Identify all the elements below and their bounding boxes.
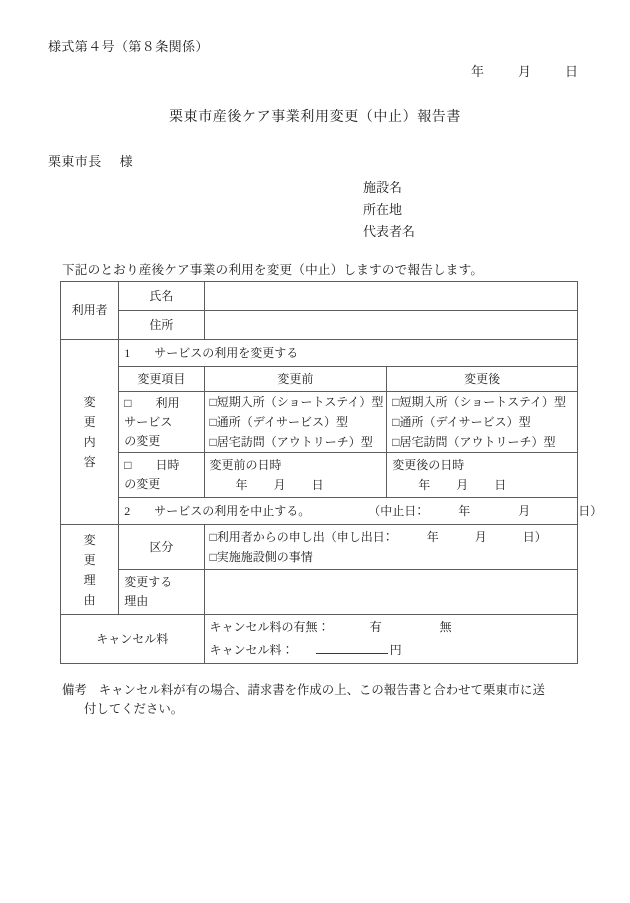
row-label-change-reason-text: 変 更 理 由: [83, 532, 96, 607]
header-date-day: 日: [564, 64, 578, 79]
input-user-address[interactable]: [204, 311, 577, 340]
facility-address-label: 所在地: [363, 202, 403, 217]
sub-label-user-name: 氏名: [119, 282, 204, 311]
footer-note-head: 備考: [62, 683, 87, 697]
addressee: [48, 151, 133, 170]
addressee-honorific: 様: [119, 154, 134, 169]
form-number: 様式第４号（第８条関係）: [48, 39, 209, 54]
input-fee-amount[interactable]: [316, 638, 388, 654]
sub-label-service-change: [119, 392, 204, 453]
row-label-change-reason: [61, 525, 119, 615]
label-after-month: 月: [456, 478, 469, 492]
table-row: [61, 570, 578, 615]
footer-note-line1: キャンセル料が有の場合、請求書を作成の上、この報告書と合わせて栗東市に送: [98, 683, 545, 697]
column-header-item: 変更項目: [119, 367, 204, 392]
checkbox-before-short-stay[interactable]: □短期入所（ショートステイ）型: [209, 395, 384, 409]
sub-label-reason-detail: [119, 570, 204, 615]
option-stop-service[interactable]: [119, 498, 603, 525]
checkbox-after-day-service[interactable]: □通所（デイサービス）型: [392, 415, 531, 429]
table-row: [61, 615, 578, 664]
sub-label-service-change-line1: □ 利用: [124, 395, 180, 410]
sub-label-reason-detail-line2: 理由: [124, 594, 149, 608]
row-label-change-content-text: 変 更 内 容: [83, 395, 96, 469]
input-datetime-after[interactable]: [392, 475, 572, 495]
lead-sentence: 下記のとおり産後ケア事業の利用を変更（中止）しますので報告します。: [62, 263, 484, 277]
label-before-day: 日: [311, 478, 324, 492]
column-header-before: 変更前: [204, 367, 387, 392]
label-datetime-before-title: 変更前の日時: [209, 458, 282, 472]
facility-representative-label: 代表者名: [363, 224, 416, 239]
header-date-line: [471, 61, 578, 80]
header-date-month: 月: [517, 64, 531, 79]
table-row: [61, 311, 578, 340]
label-before-year: 年: [235, 478, 248, 492]
checkbox-before-outreach[interactable]: □居宅訪問（アウトリーチ）型: [209, 435, 373, 449]
option-stop-service-title: 2 サービスの利用を中止する。: [124, 503, 311, 518]
label-before-month: 月: [273, 478, 286, 492]
label-fee-amount: キャンセル料：: [209, 643, 294, 657]
input-datetime-before[interactable]: [210, 475, 382, 495]
field-fee-amount[interactable]: [210, 638, 572, 661]
option-change-service-title[interactable]: 1 サービスの利用を変更する: [119, 340, 578, 367]
row-label-user: 利用者: [61, 282, 119, 340]
addressee-name: 栗東市長: [48, 154, 102, 169]
label-fee-existence: キャンセル料の有無：: [209, 620, 330, 634]
row-label-change-content: [61, 340, 119, 525]
sub-label-service-change-line2: サービス: [124, 414, 173, 429]
label-datetime-after-title: 変更後の日時: [392, 458, 465, 472]
field-cancellation-fee: [204, 615, 577, 664]
input-reason-detail[interactable]: [204, 570, 577, 615]
page-title: 栗東市産後ケア事業利用変更（中止）報告書: [169, 110, 461, 125]
sub-label-user-address: 住所: [119, 311, 204, 340]
checkbox-reason-user-request[interactable]: □利用者からの申し出（申し出日： 年 月 日）: [209, 530, 547, 544]
sub-label-datetime-change-line2: の変更: [124, 477, 161, 491]
table-row: [61, 340, 578, 367]
checkbox-group-service-before: [204, 392, 387, 453]
checkbox-group-reason-category: [204, 525, 577, 570]
column-header-after: 変更後: [387, 367, 578, 392]
checkbox-group-service-after: [387, 392, 578, 453]
input-stop-service-date[interactable]: （中止日： 年 月 日）: [374, 503, 603, 518]
row-label-cancellation-fee: キャンセル料: [61, 615, 205, 664]
sub-label-reason-detail-line1: 変更する: [124, 575, 173, 589]
report-form-table: [60, 281, 603, 664]
table-row: [61, 392, 578, 453]
header-date-year: 年: [470, 64, 484, 79]
table-row: [61, 525, 578, 570]
footer-note: [62, 681, 590, 719]
label-after-year: 年: [418, 478, 431, 492]
input-user-name[interactable]: [204, 282, 577, 311]
table-row: [61, 498, 578, 525]
label-after-day: 日: [494, 478, 507, 492]
checkbox-after-outreach[interactable]: □居宅訪問（アウトリーチ）型: [392, 435, 556, 449]
sub-label-service-change-line3: の変更: [124, 433, 161, 448]
field-datetime-after[interactable]: [387, 453, 578, 498]
table-row: [61, 367, 578, 392]
sub-label-datetime-change-line1: □ 日時: [124, 458, 180, 472]
field-datetime-before[interactable]: [204, 453, 387, 498]
option-fee-no[interactable]: 無: [439, 620, 452, 634]
option-fee-yes[interactable]: 有: [369, 620, 382, 634]
checkbox-after-short-stay[interactable]: □短期入所（ショートステイ）型: [392, 395, 567, 409]
facility-name-label: 施設名: [363, 180, 403, 195]
facility-info-block: [363, 177, 415, 243]
table-row: [61, 453, 578, 498]
checkbox-before-day-service[interactable]: □通所（デイサービス）型: [209, 415, 348, 429]
label-fee-currency: 円: [389, 643, 402, 657]
sub-label-datetime-change: [119, 453, 204, 498]
footer-note-line2: 付してください。: [84, 702, 184, 716]
sub-label-reason-category: 区分: [119, 525, 204, 570]
field-fee-existence[interactable]: [210, 617, 572, 638]
table-row: [61, 282, 578, 311]
checkbox-reason-facility-circumstances[interactable]: □実施施設側の事情: [209, 550, 313, 564]
